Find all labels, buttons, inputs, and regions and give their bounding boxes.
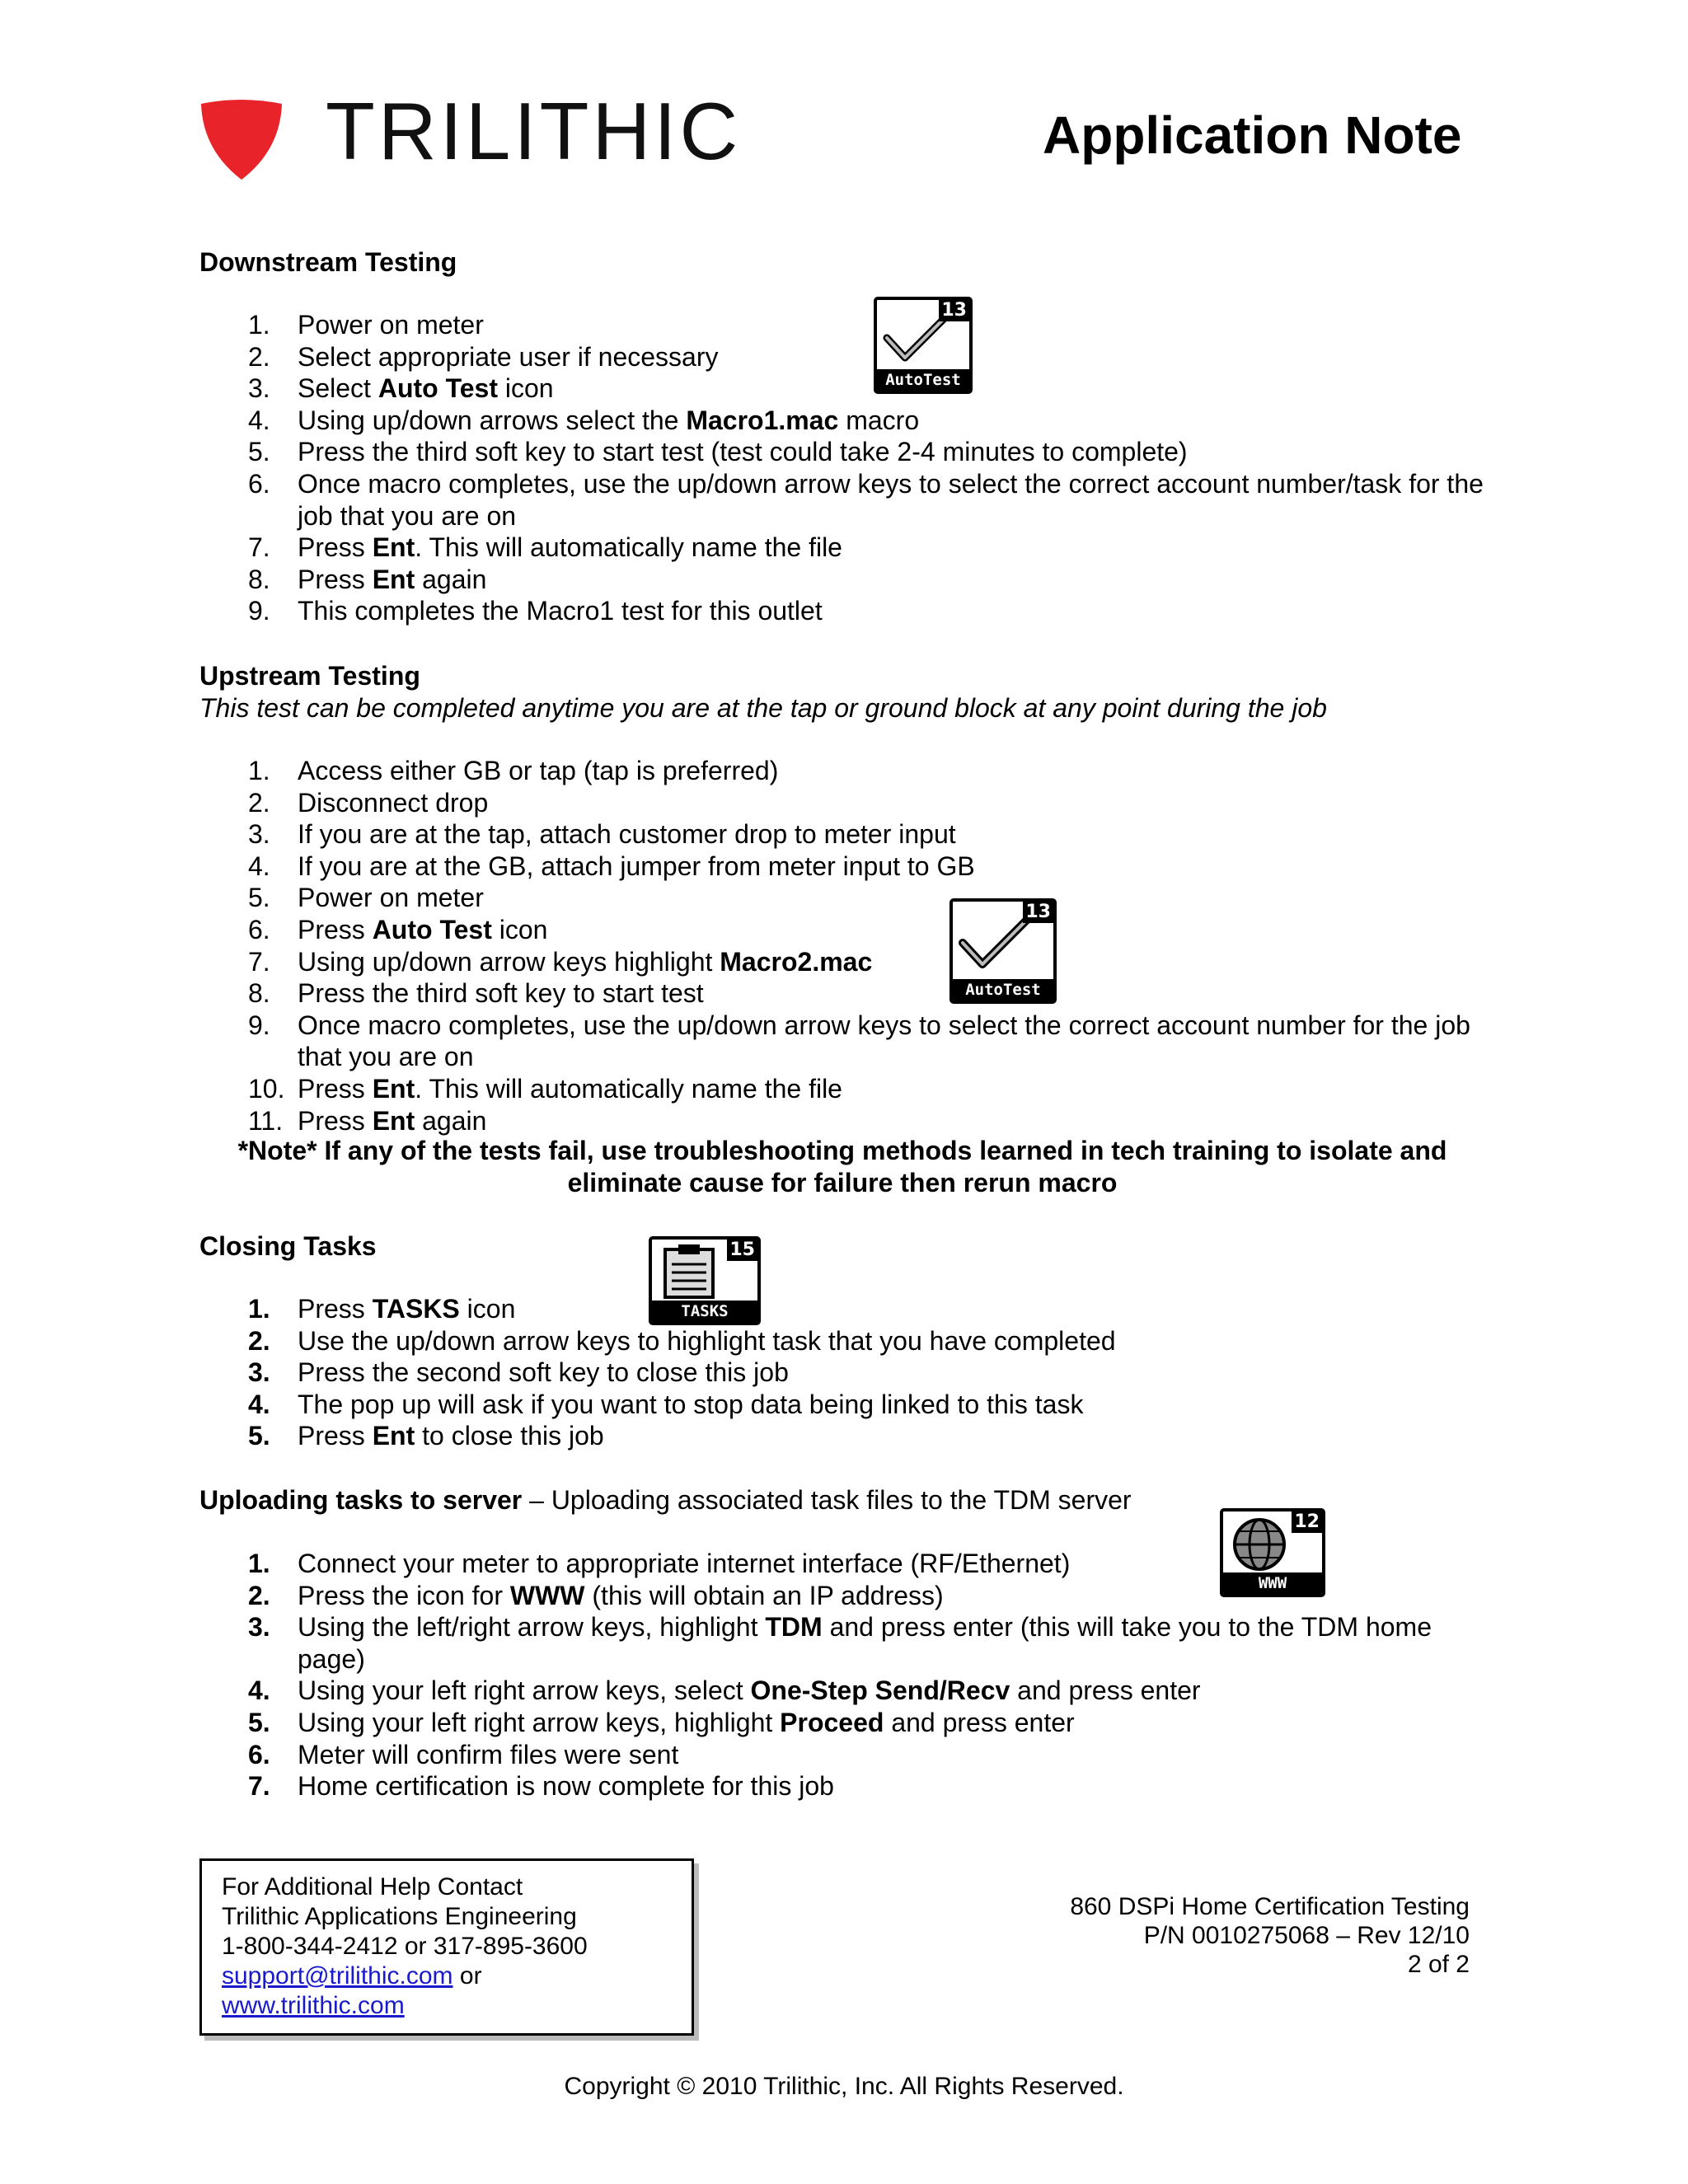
step-number: 5. [248, 1421, 270, 1451]
step-number: 5. [248, 1707, 270, 1737]
step-text: again [415, 564, 487, 594]
auto-test-icon [950, 898, 1057, 1004]
document-title: 860 DSPi Home Certification Testing [1070, 1893, 1470, 1920]
clipboard-icon [659, 1243, 724, 1301]
step-emphasis: Auto Test [377, 373, 498, 404]
step-number: 11. [248, 1105, 284, 1136]
page-number: 2 of 2 [1407, 1951, 1470, 1978]
step-text: Power on meter [298, 883, 484, 913]
step-text: macro [838, 405, 920, 435]
step-text: Power on meter [298, 310, 484, 340]
step-emphasis: One-Step Send/Recv [750, 1675, 1010, 1706]
step-item [0, 436, 1493, 468]
step-number: 2. [248, 341, 270, 372]
downstream-heading: Downstream Testing [199, 247, 457, 277]
step-item [0, 1073, 1493, 1105]
step-item [0, 1325, 1116, 1357]
step-number: 2. [248, 787, 270, 818]
step-emphasis: Macro2.mac [720, 946, 873, 977]
step-item [0, 977, 1493, 1010]
step-text: Press the third soft key to start test [298, 978, 704, 1009]
step-item [0, 818, 1493, 851]
document-type-title: Application Note [1043, 105, 1462, 165]
step-item [0, 1707, 1493, 1739]
step-number: 4. [248, 1675, 270, 1706]
step-number: 5. [248, 883, 270, 913]
step-text: Press the icon for [298, 1580, 510, 1610]
step-item [0, 1739, 1493, 1771]
step-text: Once macro completes, use the up/down arrow keys to select the correct account number for the job that you are on [298, 1010, 1470, 1072]
step-emphasis: TASKS [372, 1294, 460, 1324]
step-text: Press [298, 1421, 373, 1451]
step-text: again [415, 1105, 487, 1136]
step-text: Select appropriate user if necessary [298, 341, 719, 372]
step-number: 2. [248, 1325, 270, 1356]
upstream-heading: Upstream Testing [199, 661, 420, 691]
step-item [0, 1389, 1116, 1421]
icon-badge: 15 [727, 1240, 757, 1261]
step-item [0, 882, 1493, 914]
step-number: 5. [248, 437, 270, 467]
step-text: Press the third soft key to start test (test could take 2-4 minutes to complete) [298, 437, 1188, 467]
step-emphasis: TDM [765, 1612, 823, 1643]
globe-icon [1228, 1515, 1294, 1572]
step-item [0, 1611, 1493, 1675]
step-number: 9. [248, 1010, 270, 1040]
step-text: Press [298, 1073, 373, 1104]
step-number: 3. [248, 819, 270, 850]
step-text: . This will automatically name the file [415, 1073, 842, 1104]
icon-caption: TASKS [652, 1301, 757, 1322]
step-number: 3. [248, 1357, 270, 1388]
step-number: 1. [248, 310, 270, 340]
step-emphasis: Macro1.mac [686, 405, 839, 435]
step-text: and press enter [884, 1707, 1075, 1737]
help-email-row [222, 1961, 692, 1991]
step-number: 2. [248, 1580, 270, 1610]
step-text: icon [498, 373, 554, 404]
step-emphasis: Auto Test [372, 914, 492, 944]
step-item [0, 1420, 1116, 1452]
help-or: or [452, 1962, 482, 1990]
step-text: Press [298, 564, 373, 594]
trilithic-logo-shield-icon [198, 99, 285, 181]
closing-tasks-steps [0, 1293, 1116, 1452]
step-number: 3. [248, 373, 270, 404]
step-emphasis: Ent [372, 532, 415, 563]
icon-badge: 13 [939, 300, 969, 321]
step-text: Using up/down arrows select the [298, 405, 687, 435]
help-contact-box [199, 1858, 694, 2036]
step-number: 1. [248, 1294, 270, 1324]
step-item [0, 564, 1493, 596]
step-item [0, 1105, 1493, 1137]
troubleshooting-note: *Note* If any of the tests fail, use troubleshooting methods learned in tech training to isolate and eliminate cause for failure then rerun macro [237, 1136, 1447, 1197]
step-text: Meter will confirm files were sent [298, 1739, 679, 1769]
step-text: Home certification is now complete for this job [298, 1771, 834, 1802]
step-text: Disconnect drop [298, 787, 489, 818]
step-text: Press [298, 1105, 373, 1136]
step-number: 6. [248, 914, 270, 944]
step-number: 6. [248, 468, 270, 499]
copyright-notice: Copyright © 2010 Trilithic, Inc. All Rights Reserved. [564, 2073, 1124, 2100]
step-text: Using your left right arrow keys, highlight [298, 1707, 781, 1737]
step-number: 10. [248, 1073, 285, 1104]
step-text: to close this job [415, 1421, 604, 1451]
step-item [0, 914, 1493, 946]
step-text: (this will obtain an IP address) [584, 1580, 944, 1610]
step-emphasis: Ent [372, 1421, 415, 1451]
step-number: 1. [248, 756, 270, 785]
step-number: 1. [248, 1549, 270, 1578]
step-text: and press enter (this will take you to the TDM home page) [298, 1612, 1432, 1674]
support-email-link[interactable]: support@trilithic.com [222, 1962, 453, 1990]
help-phone: 1-800-344-2412 or 317-895-3600 [222, 1933, 588, 1960]
www-icon [1220, 1508, 1325, 1597]
step-text: Once macro completes, use the up/down arrow keys to select the correct account number/task for the job that you are on [298, 468, 1484, 531]
help-line-2: Trilithic Applications Engineering [222, 1903, 577, 1930]
step-text: Using your left right arrow keys, select [298, 1675, 751, 1706]
part-number: P/N 0010275068 – Rev 12/10 [1143, 1922, 1470, 1949]
step-number: 9. [248, 596, 270, 626]
step-text: Select [298, 373, 378, 404]
step-number: 7. [248, 532, 270, 563]
step-number: 4. [248, 405, 270, 435]
icon-caption: WWW [1223, 1572, 1322, 1594]
closing-tasks-heading: Closing Tasks [199, 1231, 377, 1261]
step-item [0, 787, 1493, 819]
step-number: 7. [248, 1771, 270, 1802]
step-item [0, 851, 1493, 883]
upstream-subtitle: This test can be completed anytime you are at the tap or ground block at any point during the job [199, 693, 1327, 723]
step-item [0, 532, 1493, 564]
step-text: icon [491, 914, 548, 944]
step-text: If you are at the GB, attach jumper from meter input to GB [298, 851, 975, 881]
step-item [0, 1675, 1493, 1707]
icon-caption: AutoTest [953, 979, 1053, 1001]
step-text: icon [459, 1294, 516, 1324]
step-text: . This will automatically name the file [415, 532, 842, 563]
step-text: If you are at the tap, attach customer drop to meter input [298, 819, 956, 850]
icon-badge: 12 [1292, 1511, 1322, 1533]
step-text: Access either GB or tap (tap is preferred) [298, 756, 779, 785]
step-text: This completes the Macro1 test for this outlet [298, 596, 823, 626]
step-number: 4. [248, 1389, 270, 1419]
step-item [0, 595, 1493, 627]
help-line-1: For Additional Help Contact [222, 1873, 523, 1900]
step-emphasis: Proceed [780, 1707, 884, 1737]
step-number: 3. [248, 1612, 270, 1643]
step-item [0, 946, 1493, 978]
upstream-steps [0, 755, 1493, 1137]
step-text: Using the left/right arrow keys, highlight [298, 1612, 766, 1643]
step-number: 8. [248, 978, 270, 1009]
step-item [0, 373, 1493, 405]
step-item [0, 1770, 1493, 1802]
icon-badge: 13 [1023, 902, 1053, 923]
step-item [0, 341, 1493, 373]
step-text: Press [298, 1294, 373, 1324]
step-emphasis: Ent [372, 1105, 415, 1136]
brand-name: TRILITHIC [326, 86, 742, 176]
uploading-heading [199, 1483, 1132, 1516]
step-number: 8. [248, 564, 270, 594]
step-text: The pop up will ask if you want to stop data being linked to this task [298, 1389, 1084, 1419]
tasks-icon [649, 1236, 761, 1325]
document-info [1070, 1892, 1470, 1979]
step-text: Connect your meter to appropriate internet interface (RF/Ethernet) [298, 1549, 1071, 1578]
step-item [0, 755, 1493, 787]
step-item [0, 309, 1493, 341]
step-text: Using up/down arrow keys highlight [298, 946, 720, 977]
step-emphasis: WWW [509, 1580, 585, 1610]
step-item [0, 405, 1493, 437]
icon-caption: AutoTest [877, 369, 969, 391]
step-text: Press the second soft key to close this job [298, 1357, 789, 1388]
step-text: Use the up/down arrow keys to highlight task that you have completed [298, 1325, 1116, 1356]
step-item [0, 1357, 1116, 1389]
step-emphasis: Ent [372, 1073, 415, 1104]
website-link[interactable]: www.trilithic.com [222, 1992, 405, 2019]
step-text: Press [298, 532, 373, 563]
step-number: 4. [248, 851, 270, 881]
uploading-heading-description: – Uploading associated task files to the TDM server [522, 1485, 1132, 1515]
step-item [0, 468, 1493, 532]
step-number: 7. [248, 946, 270, 977]
step-item [0, 1010, 1493, 1073]
downstream-steps [0, 309, 1493, 627]
step-text: and press enter [1010, 1675, 1201, 1706]
step-number: 6. [248, 1739, 270, 1769]
auto-test-icon [874, 297, 973, 394]
step-emphasis: Ent [372, 564, 415, 594]
step-item [0, 1293, 1116, 1325]
step-text: Press [298, 914, 373, 944]
uploading-heading-title: Uploading tasks to server [199, 1485, 523, 1515]
